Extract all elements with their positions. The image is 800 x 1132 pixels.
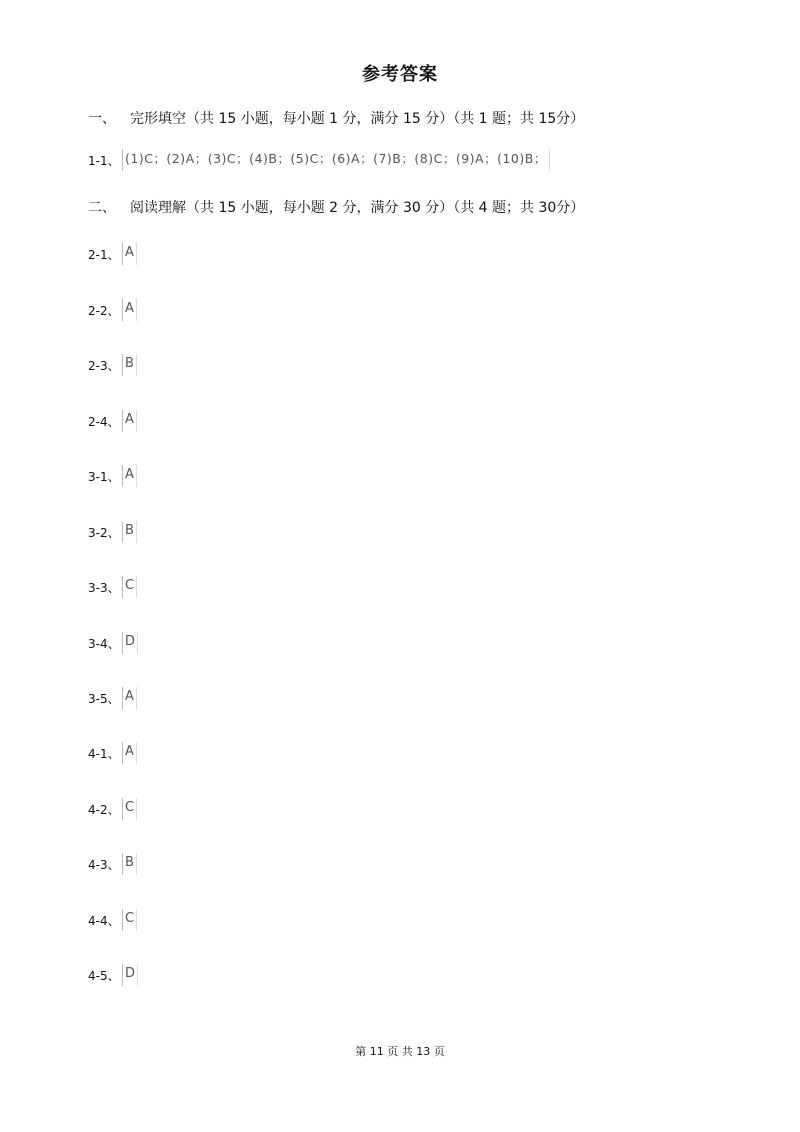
answer-value: B (122, 521, 137, 543)
answer-row (88, 521, 137, 543)
answer-row (88, 964, 138, 986)
answer-row (88, 410, 137, 432)
answer-label: 4-5、 (88, 968, 120, 983)
page-footer: 第 11 页 共 13 页 (355, 1045, 445, 1058)
answer-row (88, 742, 137, 764)
answer-label: 2-1、 (88, 247, 120, 262)
section-heading-reading (88, 197, 584, 217)
answer-row (88, 299, 137, 321)
answer-row (88, 576, 137, 598)
answer-value: A (122, 243, 137, 265)
answer-row (88, 909, 137, 931)
answer-row (88, 243, 137, 265)
section-heading-cloze (88, 108, 584, 128)
answer-value: D (122, 632, 138, 654)
page-title: 参考答案 (362, 64, 438, 85)
answer-label: 3-4、 (88, 636, 120, 651)
answer-label: 2-4、 (88, 414, 120, 429)
answer-label: 4-2、 (88, 802, 120, 817)
answer-value: C (122, 909, 137, 931)
section-number: 一、 (88, 111, 116, 127)
answer-label: 4-1、 (88, 746, 120, 761)
answer-label: 3-2、 (88, 525, 120, 540)
answer-value: A (122, 687, 137, 709)
answer-value: A (122, 299, 137, 321)
answer-value: C (122, 576, 137, 598)
answer-label: 3-5、 (88, 691, 120, 706)
answer-row (88, 465, 137, 487)
answer-value: A (122, 410, 137, 432)
answer-row (88, 632, 138, 654)
answer-value: C (122, 798, 137, 820)
answer-row (88, 853, 137, 875)
answer-value: D (122, 964, 138, 986)
answer-label: 4-4、 (88, 913, 120, 928)
answer-label: 2-2、 (88, 303, 120, 318)
answer-value: A (122, 742, 137, 764)
answer-value: (1)C；(2)A；(3)C；(4)B；(5)C；(6)A；(7)B；(8)C；(9)A；(10)B； (122, 149, 550, 171)
section-number: 二、 (88, 200, 116, 216)
answer-row (88, 354, 137, 376)
answer-row (88, 687, 137, 709)
answer-value: A (122, 465, 137, 487)
answer-row (88, 149, 550, 171)
answer-label: 2-3、 (88, 358, 120, 373)
answer-label: 4-3、 (88, 857, 120, 872)
section-text: 阅读理解（共 15 小题，每小题 2 分，满分 30 分）（共 4 题；共 30分） (130, 200, 585, 216)
section-text: 完形填空（共 15 小题，每小题 1 分，满分 15 分）（共 1 题；共 15分） (130, 111, 585, 127)
answer-label: 1-1、 (88, 153, 120, 168)
answer-label: 3-1、 (88, 469, 120, 484)
answer-label: 3-3、 (88, 580, 120, 595)
answer-row (88, 798, 137, 820)
answer-value: B (122, 354, 137, 376)
answer-value: B (122, 853, 137, 875)
